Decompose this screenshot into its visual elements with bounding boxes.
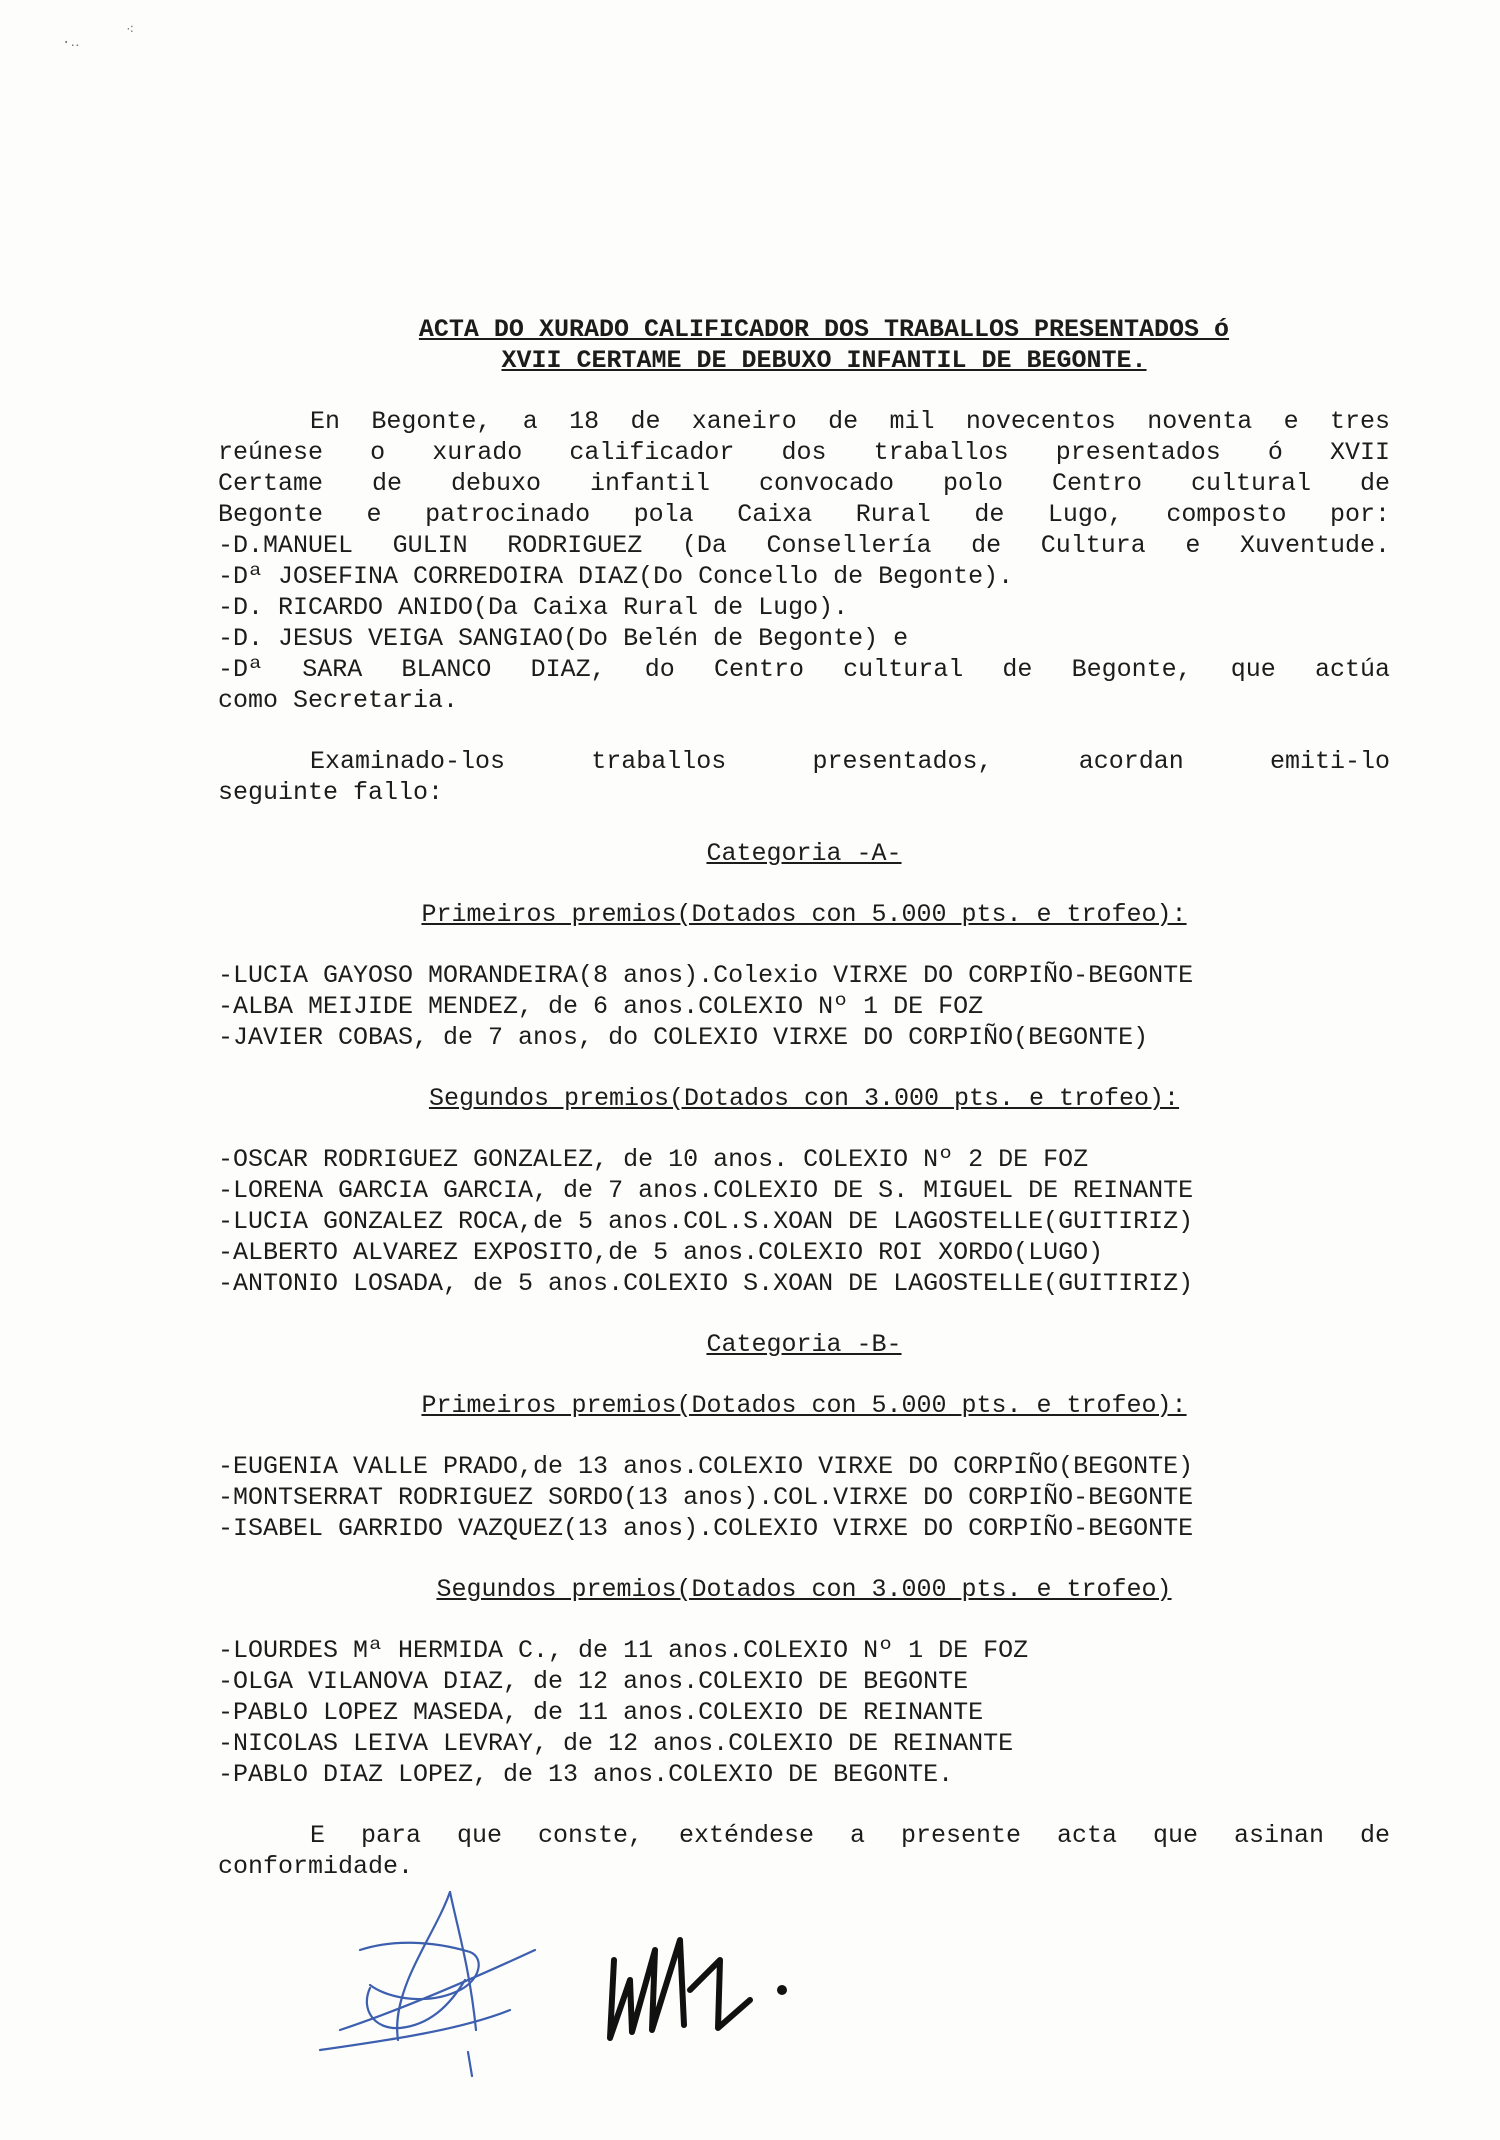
winner-line: -PABLO LOPEZ MASEDA, de 11 anos.COLEXIO DE REINANTE: [218, 1698, 984, 1727]
prize-heading: Primeiros premios(Dotados con 5.000 pts. e trofeo):: [421, 900, 1187, 929]
winner-line: -PABLO DIAZ LOPEZ, de 13 anos.COLEXIO DE BEGONTE.: [218, 1760, 954, 1789]
winner-line: -LORENA GARCIA GARCIA, de 7 anos.COLEXIO DE S. MIGUEL DE REINANTE: [218, 1176, 1194, 1205]
document-body: [218, 314, 1390, 1882]
category-heading: Categoria -B-: [706, 1330, 902, 1359]
prize-heading: Segundos premios(Dotados con 3.000 pts. e trofeo):: [428, 1084, 1180, 1113]
jury-member: -D. JESUS VEIGA SANGIAO(Do Belén de Begonte) e: [218, 624, 909, 653]
intro-line: reúnese o xurado calificador dos traballos presentados ó XVII: [218, 438, 1390, 467]
jury-member: como Secretaria.: [218, 686, 459, 715]
intro-line: Begonte e patrocinado pola Caixa Rural de Lugo, composto por:: [218, 500, 1390, 529]
winner-line: -ALBERTO ALVAREZ EXPOSITO,de 5 anos.COLEXIO ROI XORDO(LUGO): [218, 1238, 1104, 1267]
scan-speck: ·‥: [62, 35, 80, 51]
winner-line: -EUGENIA VALLE PRADO,de 13 anos.COLEXIO VIRXE DO CORPIÑO(BEGONTE): [218, 1452, 1194, 1481]
jury-member: -Dª JOSEFINA CORREDOIRA DIAZ(Do Concello de Begonte).: [218, 562, 1014, 591]
winner-line: -OLGA VILANOVA DIAZ, de 12 anos.COLEXIO DE BEGONTE: [218, 1667, 969, 1696]
closing-line: conformidade.: [218, 1852, 414, 1881]
winner-line: -NICOLAS LEIVA LEVRAY, de 12 anos.COLEXIO DE REINANTE: [218, 1729, 1014, 1758]
prize-heading: Primeiros premios(Dotados con 5.000 pts. e trofeo):: [421, 1391, 1187, 1420]
winner-line: -LOURDES Mª HERMIDA C., de 11 anos.COLEXIO Nº 1 DE FOZ: [218, 1636, 1029, 1665]
winner-line: -ANTONIO LOSADA, de 5 anos.COLEXIO S.XOAN DE LAGOSTELLE(GUITIRIZ): [218, 1269, 1194, 1298]
winner-line: -ISABEL GARRIDO VAZQUEZ(13 anos).COLEXIO VIRXE DO CORPIÑO-BEGONTE: [218, 1514, 1194, 1543]
examined-line: Examinado-los traballos presentados, acordan emiti-lo: [310, 747, 1390, 776]
winner-line: -MONTSERRAT RODRIGUEZ SORDO(13 anos).COL.VIRXE DO CORPIÑO-BEGONTE: [218, 1483, 1194, 1512]
winner-line: -LUCIA GAYOSO MORANDEIRA(8 anos).Colexio VIRXE DO CORPIÑO-BEGONTE: [218, 961, 1194, 990]
winner-line: -ALBA MEIJIDE MENDEZ, de 6 anos.COLEXIO Nº 1 DE FOZ: [218, 992, 984, 1021]
signature-black-icon: [600, 1920, 800, 2050]
winner-line: -OSCAR RODRIGUEZ GONZALEZ, de 10 anos. COLEXIO Nº 2 DE FOZ: [218, 1145, 1089, 1174]
category-heading: Categoria -A-: [706, 839, 902, 868]
closing-line: E para que conste, exténdese a presente acta que asinan de: [310, 1821, 1390, 1850]
examined-line: seguinte fallo:: [218, 778, 444, 807]
winner-line: -JAVIER COBAS, de 7 anos, do COLEXIO VIRXE DO CORPIÑO(BEGONTE): [218, 1023, 1149, 1052]
prize-heading: Segundos premios(Dotados con 3.000 pts. e trofeo): [436, 1575, 1172, 1604]
winner-line: -LUCIA GONZALEZ ROCA,de 5 anos.COL.S.XOAN DE LAGOSTELLE(GUITIRIZ): [218, 1207, 1194, 1236]
document-title-line-1: ACTA DO XURADO CALIFICADOR DOS TRABALLOS PRESENTADOS ó: [418, 315, 1230, 344]
scan-speck: ⁖: [126, 23, 135, 39]
jury-member: -D. RICARDO ANIDO(Da Caixa Rural de Lugo).: [218, 593, 849, 622]
intro-line: Certame de debuxo infantil convocado polo Centro cultural de: [218, 469, 1390, 498]
signature-blue-icon: [300, 1880, 560, 2080]
document-title-line-2: XVII CERTAME DE DEBUXO INFANTIL DE BEGONTE.: [501, 346, 1147, 375]
jury-member: -D.MANUEL GULIN RODRIGUEZ (Da Consellería de Cultura e Xuventude.: [218, 531, 1390, 560]
jury-member: -Dª SARA BLANCO DIAZ, do Centro cultural de Begonte, que actúa: [218, 655, 1390, 684]
intro-line: En Begonte, a 18 de xaneiro de mil novecentos noventa e tres: [310, 407, 1390, 436]
